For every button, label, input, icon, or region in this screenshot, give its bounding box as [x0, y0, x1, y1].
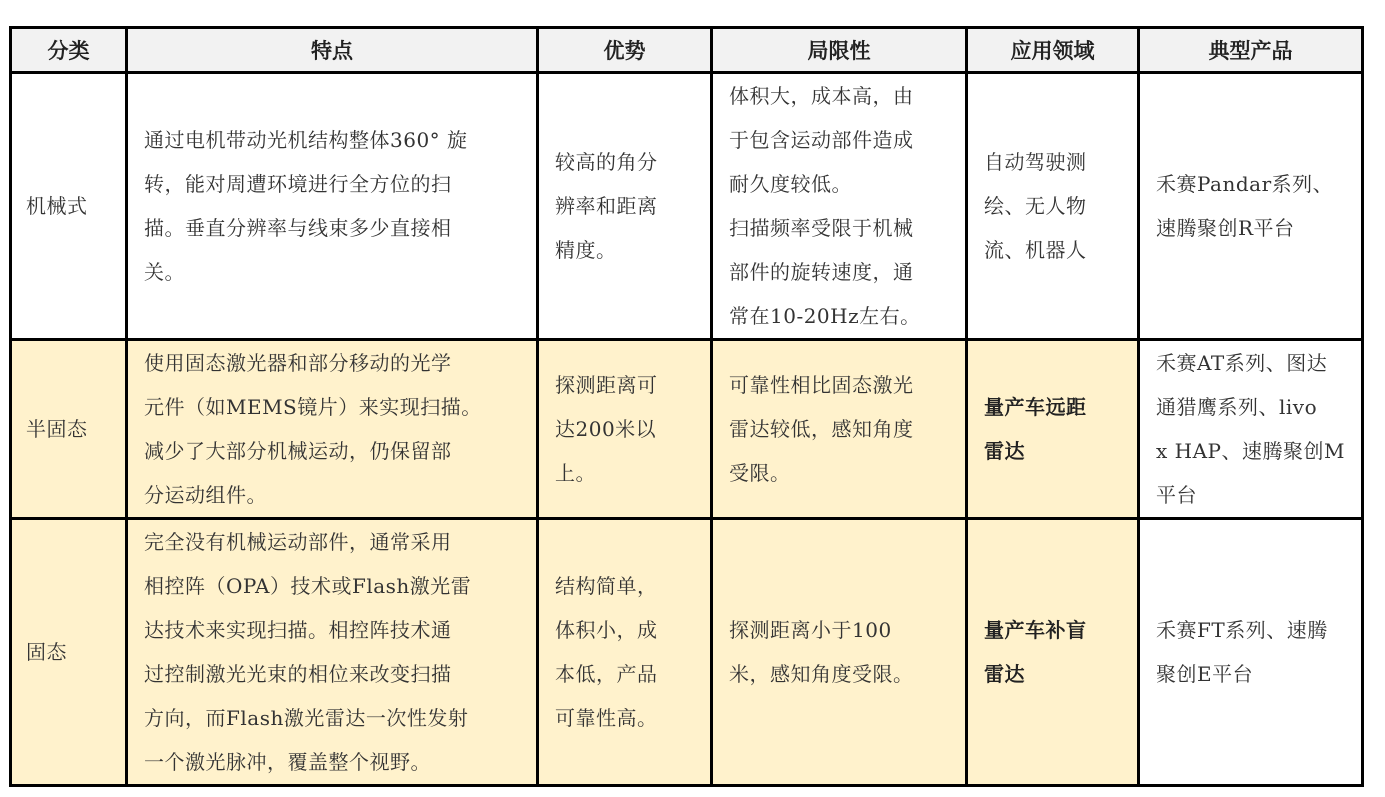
text-line: 精度。 — [555, 238, 617, 262]
features-cell — [127, 340, 538, 519]
text-line: 可靠性相比固态激光 — [729, 373, 914, 397]
text-line: 体积小，成 — [555, 618, 658, 642]
text-line: 描。垂直分辨率与线束多少直接相 — [144, 216, 452, 240]
text-line: 禾赛AT系列、图达 — [1156, 351, 1328, 375]
text-line: 使用固态激光器和部分移动的光学 — [144, 351, 452, 375]
text-line: 平台 — [1156, 483, 1197, 507]
applications-cell — [967, 340, 1139, 519]
text-line: 分运动组件。 — [144, 483, 267, 507]
text-line: 可靠性高。 — [555, 706, 658, 730]
text-line: 元件（如MEMS镜片）来实现扫描。 — [144, 395, 482, 419]
text-line: 聚创E平台 — [1156, 662, 1254, 686]
text-line: 禾赛Pandar系列、 — [1156, 172, 1334, 196]
text-line: 量产车远距 — [984, 395, 1087, 419]
text-line: 米，感知角度受限。 — [729, 662, 914, 686]
text-line: 方向，而Flash激光雷达一次性发射 — [144, 706, 469, 730]
header-row — [11, 28, 1363, 73]
text-line: 探测距离小于100 — [729, 618, 892, 642]
text-line: 雷达 — [984, 439, 1025, 463]
products-cell — [1139, 519, 1363, 786]
text-line: 达技术来实现扫描。相控阵技术通 — [144, 618, 452, 642]
text-line: 上。 — [555, 461, 596, 485]
lidar-comparison-table — [9, 26, 1364, 787]
text-line: x HAP、速腾聚创M — [1156, 439, 1345, 463]
text-line: 于包含运动部件造成 — [729, 128, 914, 152]
features-cell — [127, 519, 538, 786]
header-features: 特点 — [127, 28, 538, 73]
text-line: 较高的角分 — [555, 150, 658, 174]
text-line: 一个激光脉冲，覆盖整个视野。 — [144, 750, 431, 774]
text-line: 绘、无人物 — [984, 194, 1087, 218]
category-cell: 固态 — [11, 519, 127, 786]
text-line: 流、机器人 — [984, 238, 1087, 262]
text-line: 本低，产品 — [555, 662, 658, 686]
text-line: 自动驾驶测 — [984, 150, 1087, 174]
text-line: 量产车补盲 — [984, 618, 1087, 642]
advantages-cell — [538, 73, 712, 340]
products-cell — [1139, 73, 1363, 340]
text-line: 扫描频率受限于机械 — [729, 216, 914, 240]
header-advantages: 优势 — [538, 28, 712, 73]
category-cell: 机械式 — [11, 73, 127, 340]
advantages-cell — [538, 340, 712, 519]
text-line: 过控制激光光束的相位来改变扫描 — [144, 662, 452, 686]
products-cell — [1139, 340, 1363, 519]
text-line: 关。 — [144, 260, 185, 284]
text-line: 完全没有机械运动部件，通常采用 — [144, 530, 452, 554]
text-line: 通猎鹰系列、livo — [1156, 395, 1318, 419]
text-line: 体积大，成本高，由 — [729, 84, 914, 108]
text-line: 雷达 — [984, 662, 1025, 686]
text-line: 转，能对周遭环境进行全方位的扫 — [144, 172, 452, 196]
limitations-cell — [712, 519, 967, 786]
limitations-cell — [712, 73, 967, 340]
text-line: 探测距离可 — [555, 373, 658, 397]
header-limitations: 局限性 — [712, 28, 967, 73]
applications-cell — [967, 73, 1139, 340]
text-line: 常在10-20Hz左右。 — [729, 304, 921, 328]
table-row-semi-solid — [11, 340, 1363, 519]
text-line: 部件的旋转速度，通 — [729, 260, 914, 284]
text-line: 耐久度较低。 — [729, 172, 852, 196]
text-line: 达200米以 — [555, 417, 657, 441]
category-cell: 半固态 — [11, 340, 127, 519]
limitations-cell — [712, 340, 967, 519]
text-line: 减少了大部分机械运动，仍保留部 — [144, 439, 452, 463]
text-line: 速腾聚创R平台 — [1156, 216, 1295, 240]
applications-cell — [967, 519, 1139, 786]
table-row-mechanical — [11, 73, 1363, 340]
advantages-cell — [538, 519, 712, 786]
text-line: 结构简单， — [555, 574, 658, 598]
text-line: 相控阵（OPA）技术或Flash激光雷 — [144, 574, 472, 598]
text-line: 雷达较低，感知角度 — [729, 417, 914, 441]
text-line: 受限。 — [729, 461, 791, 485]
header-applications: 应用领域 — [967, 28, 1139, 73]
table-row-solid-state — [11, 519, 1363, 786]
header-category: 分类 — [11, 28, 127, 73]
text-line: 通过电机带动光机结构整体360° 旋 — [144, 128, 468, 152]
header-products: 典型产品 — [1139, 28, 1363, 73]
text-line: 辨率和距离 — [555, 194, 658, 218]
text-line: 禾赛FT系列、速腾 — [1156, 618, 1328, 642]
features-cell — [127, 73, 538, 340]
